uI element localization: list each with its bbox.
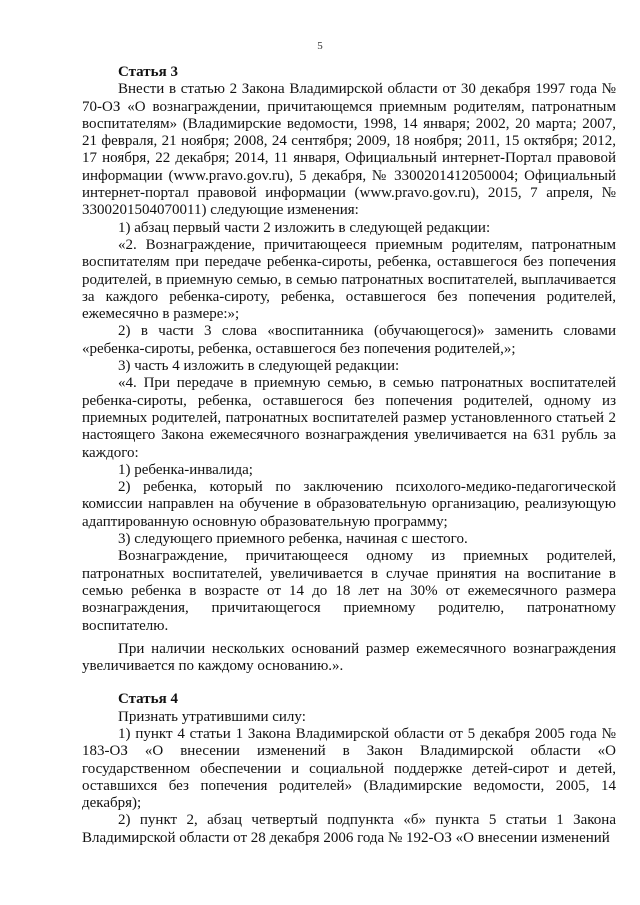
article-3-sub-1: 1) ребенка-инвалида;: [118, 461, 253, 478]
article-3-item-1-text: «2. Вознаграждение, причитающееся приемным родителям, патронатным воспитателям при передаче ребенка-сироты, ребенка, оставшегося без попечения родителей, в приемную семью, в семью патронатных воспитателей, выплачивается за каждого ребенка-сироту, ребенка, оставшегося без попечения родителей, ежемесячно в размере:»;: [82, 236, 616, 323]
article-3-sub-3: 3) следующего приемного ребенка, начиная с шестого.: [118, 531, 468, 548]
page-number: 5: [317, 40, 323, 52]
article-3-item-2: 2) в части 3 слова «воспитанника (обучающегося)» заменить словами «ребенка-сироты, ребенка, оставшегося без попечения родителей,»;: [82, 323, 616, 357]
document-body: [82, 64, 616, 847]
article-3-intro: Внести в статью 2 Закона Владимирской области от 30 декабря 1997 года № 70-ОЗ «О вознаграждении, причитающемся приемным родителям, патронатным воспитателям» (Владимирские ведомости, 1998, 14 января; 2002, 20 марта; 2007, 21 февраля, 21 ноября; 2008, 24 сентября; 2009, 18 ноября; 2011, 15 октября; 2012, 17 ноября, 22 декабря; 2014, 11 января, Официальный интернет-Портал правовой информации (www.pravo.gov.ru), 5 декабря, № 3300201412050004; Официальный интернет-портал правовой информации (www.pravo.gov.ru), 2015, 7 апреля, № 3300201504070011) следующие изменения:: [82, 81, 616, 219]
article-4-item-1: 1) пункт 4 статьи 1 Закона Владимирской области от 5 декабря 2005 года № 183-ОЗ «О внесении изменений в Закон Владимирской области «О государственном обеспечении и социальной поддержке детей-сирот и детей, оставшихся без попечения родителей» (Владимирские ведомости, 2005, 14 декабря);: [82, 725, 616, 812]
article-4-intro: Признать утратившими силу:: [118, 708, 306, 725]
article-4-heading: Статья 4: [118, 691, 178, 708]
article-3-item-1: 1) абзац первый части 2 изложить в следующей редакции:: [118, 219, 491, 236]
article-4-item-2: 2) пункт 2, абзац четвертый подпункта «б» пункта 5 статьи 1 Закона Владимирской области от 28 декабря 2006 года № 192-ОЗ «О внесении изменений: [82, 812, 616, 846]
spacer: [82, 675, 616, 691]
article-3-sub-2: 2) ребенка, который по заключению психолого-медико-педагогической комиссии направлен на обучение в образовательную организацию, реализующую адаптированную основную образовательную программу;: [82, 479, 616, 530]
article-3-heading: Статья 3: [118, 64, 178, 80]
article-3-multiple-paragraph: При наличии нескольких оснований размер ежемесячного вознаграждения увеличивается по каждому основанию.».: [82, 640, 616, 675]
article-3-reward-paragraph: Вознаграждение, причитающееся одному из приемных родителей, патронатных воспитателей, увеличивается в случае принятия на воспитание в семью ребенка в возрасте от 14 до 18 лет на 30% от ежемесячного размера вознаграждения, причитающегося приемному родителю, патронатному воспитателю.: [82, 548, 616, 634]
article-3-item-3-text: «4. При передаче в приемную семью, в семью патронатных воспитателей ребенка-сироты, ребенка, оставшегося без попечения родителей, одному из приемных родителей, патронатных воспитателей размер установленного статьей 2 настоящего Закона ежемесячного вознаграждения увеличивается на 631 рубль за каждого:: [82, 375, 616, 461]
article-3-item-3: 3) часть 4 изложить в следующей редакции:: [118, 358, 400, 375]
